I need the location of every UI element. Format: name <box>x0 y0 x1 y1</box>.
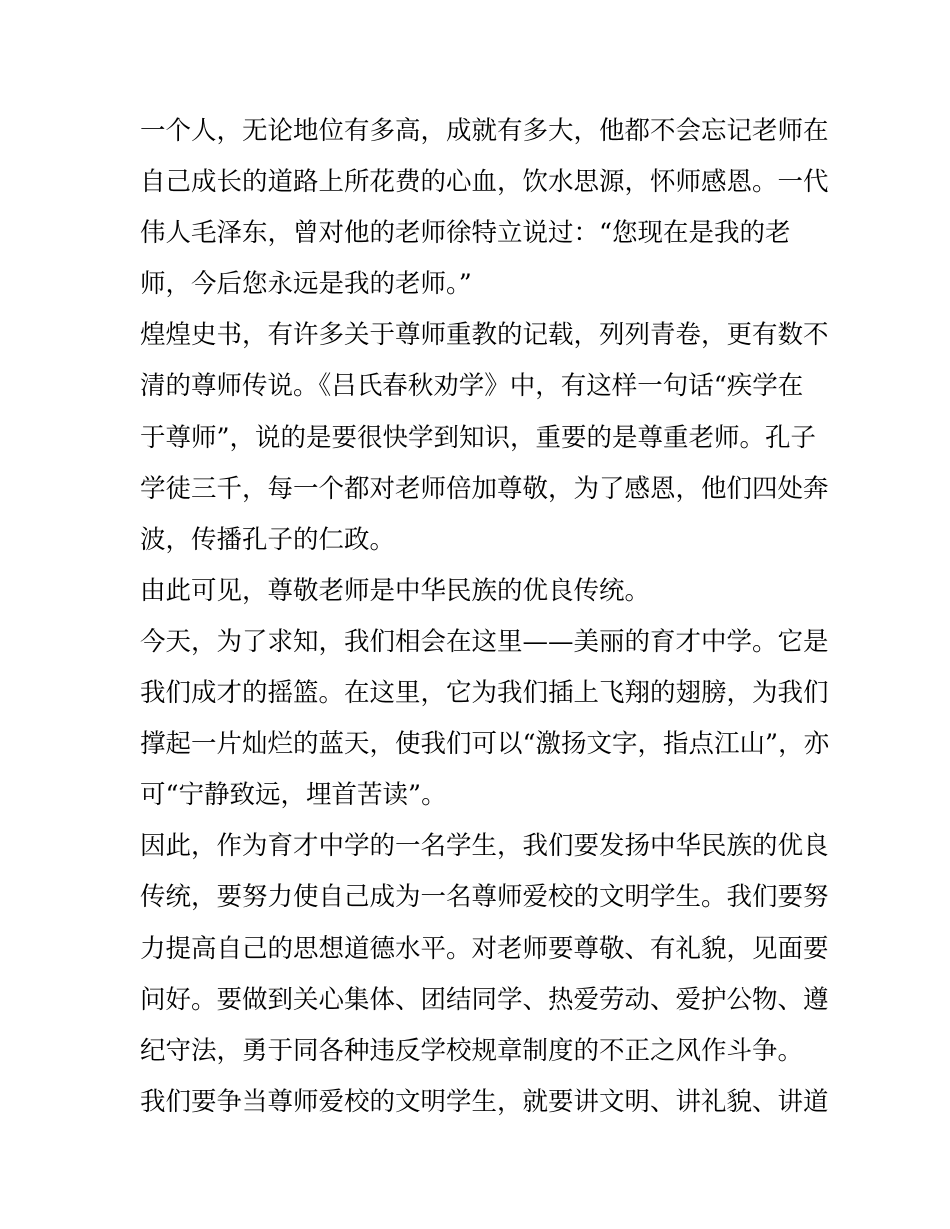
text-line: 清的尊师传说。《吕氏春秋劝学》中，有这样一句话“疾学在 <box>140 371 804 402</box>
text-line: 我们成才的摇篮。在这里，它为我们插上飞翔的翅膀，为我们 <box>140 678 829 709</box>
text-line: 波，传播孔子的仁政。 <box>140 524 396 555</box>
text-line: 学徒三千，每一个都对老师倍加尊敬，为了感恩，他们四处奔 <box>140 473 829 504</box>
text-line: 可“宁静致远，埋首苦读”。 <box>140 780 447 811</box>
document-body <box>140 106 830 1128</box>
text-line: 传统，要努力使自己成为一名尊师爱校的文明学生。我们要努 <box>140 882 829 913</box>
text-line: 今天，为了求知，我们相会在这里——美丽的育才中学。它是 <box>140 626 829 657</box>
text-line: 伟人毛泽东，曾对他的老师徐特立说过：“您现在是我的老 <box>140 218 791 249</box>
text-line: 自己成长的道路上所花费的心血，饮水思源，怀师感恩。一代 <box>140 167 829 198</box>
text-line: 于尊师”，说的是要很快学到知识，重要的是尊重老师。孔子 <box>140 422 817 453</box>
text-line: 力提高自己的思想道德水平。对老师要尊敬、有礼貌，见面要 <box>140 933 829 964</box>
text-line: 煌煌史书，有许多关于尊师重教的记载，列列青卷，更有数不 <box>140 320 829 351</box>
text-line: 我们要争当尊师爱校的文明学生，就要讲文明、讲礼貌、讲道 <box>140 1086 829 1117</box>
text-line: 师，今后您永远是我的老师。” <box>140 269 472 300</box>
text-line: 因此，作为育才中学的一名学生，我们要发扬中华民族的优良 <box>140 831 829 862</box>
text-line: 由此可见，尊敬老师是中华民族的优良传统。 <box>140 575 651 606</box>
text-line: 纪守法，勇于同各种违反学校规章制度的不正之风作斗争。 <box>140 1035 804 1066</box>
text-line: 撑起一片灿烂的蓝天，使我们可以“激扬文字，指点江山”，亦 <box>140 729 830 760</box>
text-line: 问好。要做到关心集体、团结同学、热爱劳动、爱护公物、遵 <box>140 984 829 1015</box>
text-line: 一个人，无论地位有多高，成就有多大，他都不会忘记老师在 <box>140 116 829 146</box>
